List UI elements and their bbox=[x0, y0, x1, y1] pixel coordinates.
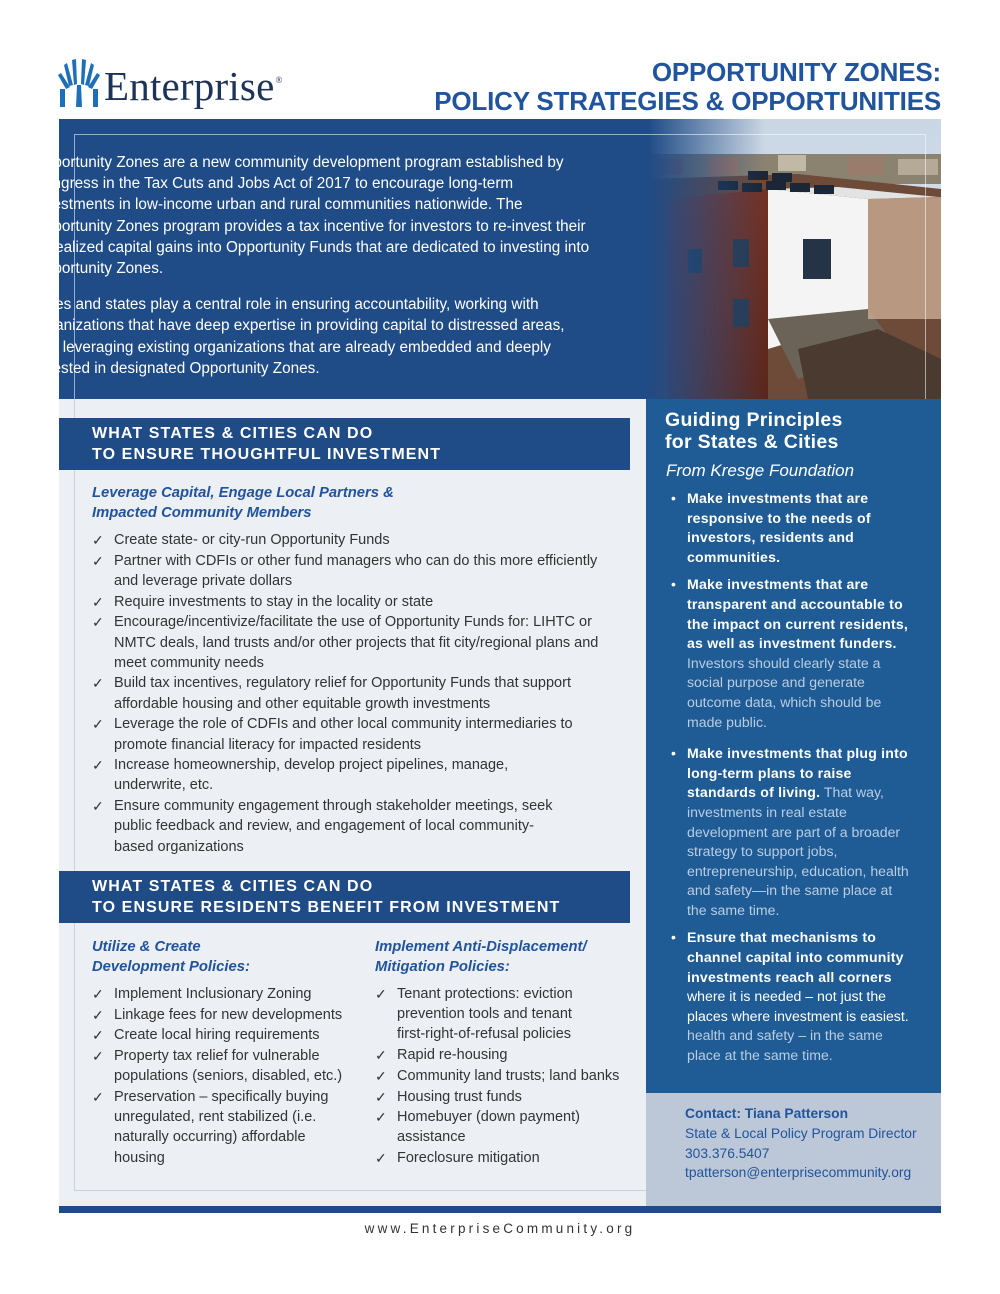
section1-heading-line2: TO ENSURE THOUGHTFUL INVESTMENT bbox=[92, 446, 442, 463]
bullet-icon: • bbox=[671, 576, 676, 593]
enterprise-sunburst-icon bbox=[58, 59, 100, 107]
page-title-line1: OPPORTUNITY ZONES: bbox=[651, 57, 941, 87]
logo-wordmark: Enterprise® bbox=[104, 63, 283, 109]
anti-displacement-policies-list bbox=[375, 984, 630, 1169]
checkmark-icon: ✓ bbox=[375, 1067, 387, 1084]
list-item: ✓ Property tax relief for vulnerable populations (seniors, disabled, etc.) bbox=[92, 1048, 343, 1085]
section1-subhead-line2: Impacted Community Members bbox=[92, 505, 312, 521]
checkmark-icon: ✓ bbox=[375, 986, 387, 1002]
col1-subhead-line1: Utilize & Create bbox=[92, 939, 201, 955]
intro-text bbox=[33, 152, 593, 394]
footer-bar bbox=[59, 1206, 941, 1213]
section1-heading-line1: WHAT STATES & CITIES CAN DO bbox=[92, 425, 374, 442]
contact-phone[interactable]: 303.376.5407 bbox=[685, 1145, 770, 1161]
list-item: ✓ Require investments to stay in the locality or state bbox=[92, 592, 622, 612]
section1-subhead bbox=[92, 483, 394, 523]
sidebar-title bbox=[665, 409, 843, 453]
checkmark-icon: ✓ bbox=[375, 1109, 387, 1126]
checkmark-icon: ✓ bbox=[92, 716, 104, 733]
principles-list bbox=[669, 489, 914, 1074]
col1-subhead-line2: Development Policies: bbox=[92, 959, 250, 975]
sidebar-title-line2: for States & Cities bbox=[665, 431, 839, 453]
col2-subhead-line2: Mitigation Policies: bbox=[375, 959, 510, 975]
page-title bbox=[434, 58, 941, 116]
col2-subhead-line1: Implement Anti-Displacement/ bbox=[375, 939, 587, 955]
section2-heading-line2: TO ENSURE RESIDENTS BENEFIT FROM INVESTMENT bbox=[92, 899, 561, 916]
list-item: ✓ Linkage fees for new developments bbox=[92, 1005, 354, 1025]
checkmark-icon: ✓ bbox=[92, 552, 104, 569]
checkmark-icon: ✓ bbox=[92, 593, 104, 610]
section-heading-residents-benefit bbox=[59, 871, 630, 923]
principle-item: • Make investments that plug into long-term plans to raise standards of living. That way, investments in real estate development are part of a broader strategy to support jobs, entrepreneurship, education, health and safety—in the same place at the same time. bbox=[671, 745, 909, 918]
list-item: ✓ Housing trust funds bbox=[375, 1087, 630, 1107]
bullet-icon: • bbox=[671, 929, 676, 946]
checkmark-icon: ✓ bbox=[92, 614, 104, 631]
list-item: ✓ Partner with CDFIs or other fund managers who can do this more efficiently and leverage private dollars bbox=[92, 552, 598, 589]
bullet-icon: • bbox=[671, 490, 676, 506]
checkmark-icon: ✓ bbox=[92, 986, 104, 1002]
enterprise-logo bbox=[58, 58, 318, 114]
checkmark-icon: ✓ bbox=[92, 1006, 104, 1023]
list-item: ✓ Homebuyer (down payment) assistance bbox=[375, 1109, 580, 1146]
list-item: ✓ Tenant protections: eviction prevention tools and tenant first-right-of-refusal policies bbox=[375, 986, 573, 1043]
section1-checklist bbox=[92, 530, 622, 857]
section2-col1-subhead bbox=[92, 937, 250, 977]
checkmark-icon: ✓ bbox=[92, 1027, 104, 1044]
checkmark-icon: ✓ bbox=[92, 532, 104, 548]
checkmark-icon: ✓ bbox=[375, 1150, 387, 1167]
checkmark-icon: ✓ bbox=[92, 798, 104, 815]
contact-info bbox=[685, 1104, 917, 1183]
intro-paragraph-2: Cities and states play a central role in ensuring accountability, working with organizations that have deep expertise in providing capital to distressed areas, and leveraging existing organizations that are already embedded and deeply invested in designated Opportunity Zones. bbox=[33, 296, 565, 377]
development-policies-list bbox=[92, 984, 354, 1168]
checkmark-icon: ✓ bbox=[92, 675, 104, 692]
list-item: ✓ Create local hiring requirements bbox=[92, 1025, 354, 1045]
principle-item: • Ensure that mechanisms to channel capital into community investments reach all corners where it is needed – not just the places where investment is easiest. health and safety – in the same place at the same time. bbox=[671, 929, 909, 1064]
checkmark-icon: ✓ bbox=[92, 757, 104, 774]
list-item: ✓ Preservation – specifically buying unregulated, rent stabilized (i.e. naturally occurring) affordable housing bbox=[92, 1089, 329, 1166]
list-item: ✓ Encourage/incentivize/facilitate the use of Opportunity Funds for: LIHTC or NMTC deals, land trusts and/or other projects that fit city/regional plans and meet community needs bbox=[92, 614, 599, 671]
list-item: ✓ Rapid re-housing bbox=[375, 1045, 630, 1065]
footer-website-link[interactable]: www.EnterpriseCommunity.org bbox=[364, 1221, 636, 1236]
list-item: ✓ Ensure community engagement through stakeholder meetings, seek public feedback and review, and engagement of local community-based organizations bbox=[92, 798, 553, 855]
section1-subhead-line1: Leverage Capital, Engage Local Partners & bbox=[92, 485, 394, 501]
principle-item: • Make investments that are transparent and accountable to the impact on current residents, as well as investment funders. Investors should clearly state a social purpose and generate outcome data, which should be made public. bbox=[671, 576, 908, 730]
section-heading-thoughtful-investment bbox=[59, 418, 630, 470]
checkmark-icon: ✓ bbox=[375, 1088, 387, 1105]
list-item: ✓ Foreclosure mitigation bbox=[375, 1148, 630, 1168]
contact-role: State & Local Policy Program Director bbox=[685, 1125, 917, 1141]
list-item: ✓ Community land trusts; land banks bbox=[375, 1066, 630, 1086]
section2-col2-subhead bbox=[375, 937, 587, 977]
checkmark-icon: ✓ bbox=[92, 1089, 104, 1106]
principle-item: • Make investments that are responsive to the needs of investors, residents and communities. bbox=[671, 490, 871, 565]
list-item: ✓ Implement Inclusionary Zoning bbox=[92, 984, 354, 1004]
bullet-icon: • bbox=[671, 745, 676, 762]
list-item: ✓ Increase homeownership, develop project pipelines, manage, underwrite, etc. bbox=[92, 757, 509, 794]
intro-paragraph-1: Opportunity Zones are a new community development program established by Congress in the Tax Cuts and Jobs Act of 2017 to encourage long-term investments in low-income urban and rural communities nationwide. The Opportunity Zones program provides a tax incentive for investors to re-invest their unrealized capital gains into Opportunity Funds that are dedicated to investing into Opportunity Zones. bbox=[33, 154, 590, 278]
list-item: ✓ Create state- or city-run Opportunity Funds bbox=[92, 530, 622, 550]
sidebar-title-line1: Guiding Principles bbox=[665, 409, 843, 431]
page-title-line2: POLICY STRATEGIES & OPPORTUNITIES bbox=[434, 86, 941, 116]
contact-name: Contact: Tiana Patterson bbox=[685, 1106, 849, 1121]
contact-email[interactable]: tpatterson@enterprisecommunity.org bbox=[685, 1165, 912, 1181]
section2-heading-line1: WHAT STATES & CITIES CAN DO bbox=[92, 878, 374, 895]
list-item: ✓ Build tax incentives, regulatory relief for Opportunity Funds that support affordable housing and other equitable growth investments bbox=[92, 675, 571, 712]
sidebar-subtitle: From Kresge Foundation bbox=[666, 461, 855, 480]
checkmark-icon: ✓ bbox=[375, 1047, 387, 1064]
checkmark-icon: ✓ bbox=[92, 1048, 104, 1065]
list-item: ✓ Leverage the role of CDFIs and other local community intermediaries to promote financial literacy for impacted residents bbox=[92, 716, 573, 753]
